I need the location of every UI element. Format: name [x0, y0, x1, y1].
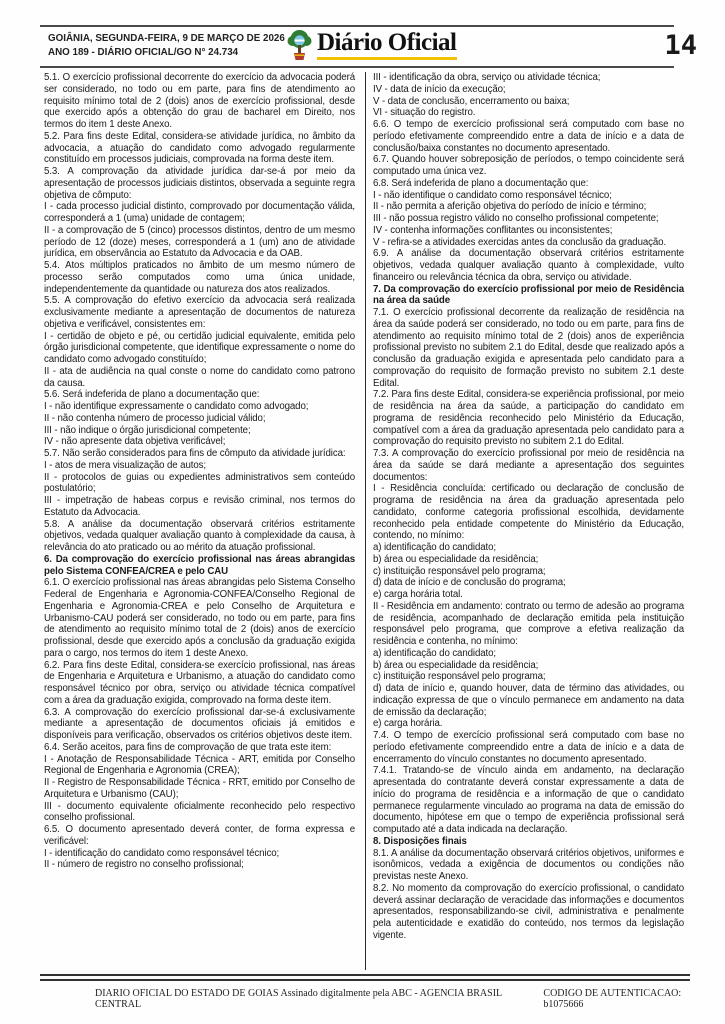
paragraph: 5.1. O exercício profissional decorrente do exercício da advocacia poderá ser considerado, no todo ou em parte, para fins de atendimento ao requisito mínimo total de 2 (dois) anos de exercício profissional, desde que exercido após a obtenção do grau de bacharel em Direito, nos termos do item 1 deste Anexo.: [44, 72, 355, 130]
paragraph: 6.9. A análise da documentação observará critérios estritamente objetivos, vedada qualquer avaliação quanto à complexidade, vulto financeiro ou relevância técnica da obra, serviço ou atividade.: [373, 248, 684, 283]
logo-underline: [317, 57, 457, 60]
footer-double-rule: [40, 974, 690, 981]
paragraph: III - não indique o órgão jurisdicional competente;: [44, 424, 251, 436]
paragraph: IV - não apresente data objetiva verificável;: [44, 436, 226, 448]
paragraph: II - não permita a aferição objetiva do período de início e término;: [373, 201, 647, 213]
header-bottom-rule: [40, 66, 674, 68]
paragraph: 7.2. Para fins deste Edital, considera-se experiência profissional, por meio de residência na área da saúde, a participação do candidato em programa de residência reconhecido pelo Ministério da Educação, compatível com a área da graduação apresentada pelo candidato para a comprovação do requisito previsto no subitem 2.1 do Edital.: [373, 389, 684, 448]
paragraph: 6.2. Para fins deste Edital, considera-se exercício profissional, nas áreas de Engenharia e Arquitetura e Urbanismo, a atuação do candidato como responsável técnico por obra, serviço ou atividade técnica compatível com a área da graduação exigida, comprovado na forma deste item.: [44, 659, 355, 706]
paragraph: II - ata de audiência na qual conste o nome do candidato como patrono da causa.: [44, 365, 355, 389]
paragraph: IV - contenha informações conflitantes ou inconsistentes;: [373, 224, 613, 236]
paragraph: IV - data de início da execução;: [373, 83, 506, 95]
paragraph: II - Registro de Responsabilidade Técnica - RRT, emitido por Conselho de Arquitetura e Urbanismo (CAU);: [44, 777, 355, 800]
section-heading: 8. Disposições finais: [373, 835, 467, 847]
paragraph: III - impetração de habeas corpus e revisão criminal, nos termos do Estatuto da Advocacia.: [44, 495, 355, 518]
article-body: [44, 72, 696, 970]
masthead-edition: ANO 189 - DIÁRIO OFICIAL/GO N° 24.734: [48, 47, 239, 58]
paragraph: II - Residência em andamento: contrato ou termo de adesão ao programa de residência, acompanhado de declaração emitida pela instituição responsável pelo programa, que comprove a efetiva realização da residência e contenha, no mínimo:: [373, 600, 684, 647]
paragraph: e) carga horária.: [373, 718, 443, 730]
column-divider: [365, 72, 366, 970]
paragraph: I - Anotação de Responsabilidade Técnica - ART, emitida por Conselho Regional de Engenharia e Agronomia (CREA);: [44, 753, 355, 777]
paragraph: 6.3. A comprovação do exercício profissional dar-se-á exclusivamente mediante a apresentação de documentos oficiais já emitidos e disponíveis para verificação, observados os critérios objetivos deste item.: [44, 706, 355, 741]
paragraph: I - identificação do candidato como responsável técnico;: [44, 847, 280, 859]
left-column: [44, 72, 355, 970]
paragraph: 8.2. No momento da comprovação do exercício profissional, o candidato deverá assinar declaração de veracidade das informações e documentos apresentados, responsabilizando-se civil, administrativa e penalmente pela autenticidade e exatidão do conteúdo, nos termos da legislação vigente.: [373, 882, 684, 941]
paragraph: 5.8. A análise da documentação observará critérios estritamente objetivos, vedada qualquer avaliação quanto à complexidade da causa, à relevância do ato praticado ou ao mérito da atuação profissional.: [44, 518, 355, 553]
paragraph: b) área ou especialidade da residência;: [373, 659, 539, 671]
paragraph: 7.4. O tempo de exercício profissional será computado com base no período efetivamente compreendido entre a data de início e a data de encerramento do vínculo constantes no documento apresentado.: [373, 730, 684, 765]
paragraph: c) instituição responsável pelo programa;: [373, 565, 546, 577]
masthead-dateline: [48, 32, 285, 60]
paragraph: 7.1. O exercício profissional decorrente da realização de residência na área da saúde poderá ser considerado, no todo ou em parte, para fins de atendimento ao requisito mínimo total de 2 (dois) anos de experiência profissional previsto no subitem 2.1 do Edital, desde que realizado após a conclusão da graduação exigida e apresentada pelo candidato para a comprovação do requisito de formação previsto no subitem 2.1 deste Edital.: [373, 307, 684, 389]
paragraph: 7.3. A comprovação do exercício profissional por meio de residência na área da saúde se dará mediante a apresentação dos seguintes documentos:: [373, 448, 684, 483]
paragraph: 6.6. O tempo de exercício profissional será computado com base no período efetivamente compreendido entre a data de início e a data de conclusão/baixa constantes no documento apresentado.: [373, 119, 684, 154]
paragraph: 5.7. Não serão considerados para fins de cômputo da atividade jurídica:: [44, 448, 346, 459]
paragraph: I - não identifique expressamente o candidato como advogado;: [44, 401, 309, 412]
paragraph: I - atos de mera visualização de autos;: [44, 459, 206, 471]
paragraph: I - Residência concluída: certificado ou declaração de conclusão de programa de residência na área da graduação apresentada pelo candidato, conforme categoria profissional escolhida, devidamente reconhecido pela entidade competente do Ministério da Educação, contendo, no mínimo:: [373, 483, 684, 542]
logo-title: Diário Oficial: [317, 29, 457, 56]
paragraph: 6.1. O exercício profissional nas áreas abrangidas pelo Sistema Conselho Federal de Engenharia e Agronomia-CONFEA/Conselho Regional de Engenharia e Agronomia-CREA e pelo Conselho de Arquitetura e Urbanismo-CAU poderá ser considerado, no todo ou em parte, para fins de atendimento ao requisito mínimo total de 2 (dois) anos de exercício profissional, desde que exercido após a conclusão da graduação exigida para o cargo, nos termos do item 1 deste Anexo.: [44, 577, 355, 659]
paragraph: III - identificação da obra, serviço ou atividade técnica;: [373, 72, 601, 83]
paragraph: d) data de início e, quando houver, data de término das atividades, ou indicação expressa de que o vínculo permanece em andamento na data de emissão da declaração;: [373, 683, 684, 718]
section-heading: 7. Da comprovação do exercício profissional por meio de Residência na área da saúde: [373, 283, 684, 307]
tree-emblem-icon: [286, 29, 313, 67]
paragraph: a) identificação do candidato;: [373, 542, 497, 553]
paragraph: 5.3. A comprovação da atividade jurídica dar-se-á por meio da apresentação de processos judiciais distintos, observada a seguinte regra objetiva de cômputo:: [44, 166, 355, 201]
paragraph: II - protocolos de guias ou expedientes administrativos sem conteúdo postulatório;: [44, 471, 355, 495]
paragraph: I - cada processo judicial distinto, comprovado por documentação válida, corresponderá a 1 (uma) unidade de contagem;: [44, 201, 355, 224]
paragraph: d) data de início e de conclusão do programa;: [373, 577, 566, 589]
paragraph: V - refira-se a atividades exercidas antes da conclusão da graduação.: [373, 236, 667, 248]
paragraph: II - número de registro no conselho profissional;: [44, 859, 244, 871]
right-column: [373, 72, 684, 970]
paragraph: III - documento equivalente oficialmente reconhecido pelo respectivo conselho profissional.: [44, 800, 355, 824]
top-rule: [40, 25, 674, 27]
paragraph: VI - situação do registro.: [373, 107, 476, 119]
paragraph: V - data de conclusão, encerramento ou baixa;: [373, 95, 570, 107]
paragraph: a) identificação do candidato;: [373, 647, 497, 659]
paragraph: 5.2. Para fins deste Edital, considera-se atividade jurídica, no âmbito da advocacia, a atuação do candidato como advogado regularmente constituído em processos judiciais, comprovada na forma deste item.: [44, 130, 355, 166]
paragraph: c) instituição responsável pelo programa;: [373, 671, 546, 683]
paragraph: III - não possua registro válido no conselho profissional competente;: [373, 213, 659, 224]
footer-signature: DIARIO OFICIAL DO ESTADO DE GOIAS Assinado digitalmente pela ABC - AGENCIA BRASIL CENTRAL: [95, 988, 502, 1010]
diario-oficial-logo: [286, 29, 457, 67]
paragraph: 7.4.1. Tratando-se de vínculo ainda em andamento, na declaração apresentada do contratante deverá constar expressamente a data de início do programa de residência e a informação de que o candidato permanece regularmente vinculado ao programa na data de emissão do documento, hipótese em que o tempo de experiência profissional será computado até a data indicada na declaração.: [373, 765, 684, 835]
paragraph: 6.5. O documento apresentado deverá conter, de forma expressa e verificável:: [44, 824, 355, 847]
section-heading: 6. Da comprovação do exercício profissional nas áreas abrangidas pelo Sistema CONFEA/CREA e pelo CAU: [44, 553, 355, 577]
paragraph: I - certidão de objeto e pé, ou certidão judicial equivalente, emitida pelo órgão jurisdicional competente, que identifique expressamente o nome do candidato como advogado constituído;: [44, 330, 355, 365]
paragraph: 6.8. Será indeferida de plano a documentação que:: [373, 177, 589, 189]
masthead-date: GOIÂNIA, SEGUNDA-FEIRA, 9 DE MARÇO DE 2026: [48, 33, 285, 44]
footer-auth-code: CODIGO DE AUTENTICACAO: b1075666: [543, 988, 682, 1010]
paragraph: I - não identifique o candidato como responsável técnico;: [373, 189, 612, 201]
page-number: 14: [664, 30, 697, 61]
paragraph: 5.4. Atos múltiplos praticados no âmbito de um mesmo número de processo serão computados como uma única unidade, independentemente da quantidade ou natureza dos atos realizados.: [44, 260, 355, 295]
footer: [95, 988, 713, 1010]
paragraph: 8.1. A análise da documentação observará critérios objetivos, uniformes e isonômicos, vedada a exigência de documentos ou condições não previstas neste Anexo.: [373, 847, 684, 882]
paragraph: 6.7. Quando houver sobreposição de períodos, o tempo coincidente será computado uma única vez.: [373, 154, 684, 177]
paragraph: 5.5. A comprovação do efetivo exercício da advocacia será realizada exclusivamente mediante a apresentação de documentos de natureza objetiva e verificável, consistentes em:: [44, 295, 355, 330]
paragraph: 6.4. Serão aceitos, para fins de comprovação de que trata este item:: [44, 741, 332, 753]
paragraph: 5.6. Será indeferida de plano a documentação que:: [44, 389, 260, 401]
paragraph: e) carga horária total.: [373, 589, 463, 600]
paragraph: II - a comprovação de 5 (cinco) processos distintos, dentro de um mesmo período de 12 (doze) meses, corresponderá a 1 (um) ano de atividade jurídica, em observância ao Estatuto da Advocacia e da OAB.: [44, 224, 355, 260]
paragraph: b) área ou especialidade da residência;: [373, 553, 539, 565]
paragraph: II - não contenha número de processo judicial válido;: [44, 412, 266, 424]
